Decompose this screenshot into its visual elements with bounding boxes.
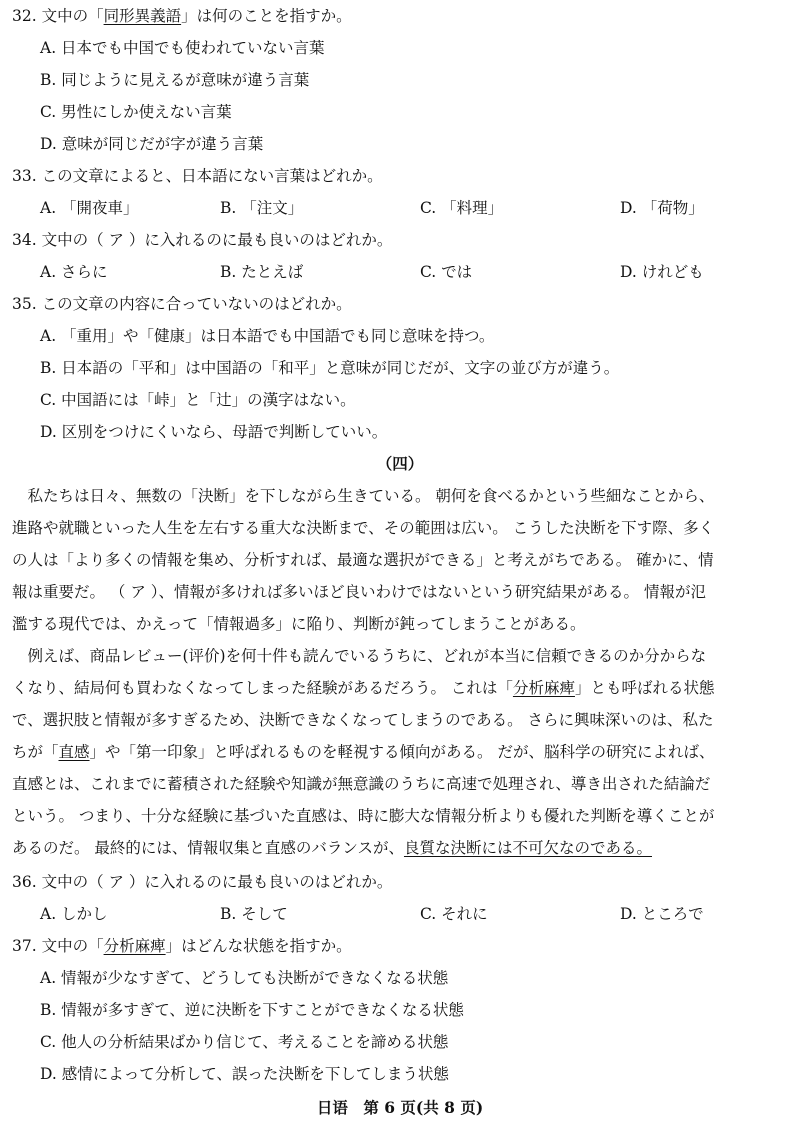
passage-line: 例えば、商品レビュー(评价)を何十件も読んでいるうちに、どれが本当に信頼できるのか分からな [12,647,707,665]
question-36-option-b: B. そして [220,905,288,923]
question-32-option-d: D. 意味が同じだが字が違う言葉 [40,135,264,153]
section-heading: （四） [376,454,424,473]
passage-line: あるのだ。 最終的には、情報収集と直感のバランスが、良質な決断には不可欠なのである。 [12,839,652,857]
question-36-stem: 36. 文中の（ ア ）に入れるのに最も良いのはどれか。 [12,873,393,891]
question-37-option-a: A. 情報が少なすぎて、どうしても決断ができなくなる状態 [40,969,449,987]
passage-line: ちが「直感」や「第一印象」と呼ばれるものを軽視する傾向がある。 だが、脳科学の研究によれば、 [12,743,715,761]
question-35-option-c: C. 中国語には「峠」と「辻」の漢字はない。 [40,391,356,409]
question-36-option-a: A. しかし [40,905,108,923]
passage-line: の人は「より多くの情報を集め、分析すれば、最適な選択ができる」と考えがちである。 確かに、情 [12,551,714,569]
question-33-option-c: C. 「料理」 [420,199,504,217]
page-footer: 日语 第 6 页(共 8 页) [316,1098,484,1117]
question-34-option-a: A. さらに [40,263,108,281]
question-37-option-b: B. 情報が多すぎて、逆に決断を下すことができなくなる状態 [40,1001,464,1019]
question-36-option-c: C. それに [420,905,488,923]
underlined-term: 分析麻痺 [103,937,166,955]
question-34-option-b: B. たとえば [220,263,304,281]
underlined-term: 直感 [58,743,90,761]
question-36-option-d: D. ところで [620,905,704,923]
question-35-option-a: A. 「重用」や「健康」は日本語でも中国語でも同じ意味を持つ。 [40,327,495,345]
underlined-term: 分析麻痺 [512,679,575,697]
question-37-option-c: C. 他人の分析結果ばかり信じて、考えることを諦める状態 [40,1033,449,1051]
question-33-option-b: B. 「注文」 [220,199,304,217]
question-32-option-c: C. 男性にしか使えない言葉 [40,103,232,121]
passage-line: 濫する現代では、かえって「情報過多」に陥り、判断が鈍ってしまうことがある。 [12,615,586,633]
question-37-stem: 37. 文中の「分析麻痺」はどんな状態を指すか。 [12,937,352,955]
passage-line: 直感とは、これまでに蓄積された経験や知識が無意識のうちに高速で処理され、導き出された結論だ [12,775,711,793]
passage-line: くなり、結局何も買わなくなってしまった経験があるだろう。 これは「分析麻痺」とも呼ばれる状態 [12,679,715,697]
question-37-option-d: D. 感情によって分析して、誤った決断を下してしまう状態 [40,1065,449,1083]
question-32-stem: 32. 文中の「同形異義語」は何のことを指すか。 [12,7,352,25]
question-32-option-b: B. 同じように見えるが意味が違う言葉 [40,71,310,89]
question-35-option-d: D. 区別をつけにくいなら、母語で判断していい。 [40,423,388,441]
question-33-option-a: A. 「開夜車」 [40,199,139,217]
question-34-option-c: C. では [420,263,473,281]
passage-line: 進路や就職といった人生を左右する重大な決断まで、その範囲は広い。 こうした決断を下す際、多く [12,519,715,537]
question-34-stem: 34. 文中の（ ア ）に入れるのに最も良いのはどれか。 [12,231,393,249]
passage-line: で、選択肢と情報が多すぎるため、決断できなくなってしまうのである。 さらに興味深いのは、私た [12,711,714,729]
question-33-stem: 33. この文章によると、日本語にない言葉はどれか。 [12,167,383,185]
question-33-option-d: D. 「荷物」 [620,199,704,217]
question-34-option-d: D. けれども [620,263,704,281]
underlined-phrase: 良質な決断には不可欠なのである。 [403,839,652,857]
question-35-option-b: B. 日本語の「平和」は中国語の「和平」と意味が同じだが、文字の並び方が違う。 [40,359,620,377]
passage-line: 報は重要だ。 （ ア ）、情報が多ければ多いほど良いわけではないという研究結果がある。 情報が氾 [12,583,706,601]
question-32-option-a: A. 日本でも中国でも使われていない言葉 [40,39,325,57]
question-35-stem: 35. この文章の内容に合っていないのはどれか。 [12,295,352,313]
passage-line: という。 つまり、十分な経験に基づいた直感は、時に膨大な情報分析よりも優れた判断を導くことが [12,807,715,825]
passage-line: 私たちは日々、無数の「決断」を下しながら生きている。 朝何を食べるかという些細なことから、 [12,487,715,505]
underlined-term: 同形異義語 [103,7,182,25]
